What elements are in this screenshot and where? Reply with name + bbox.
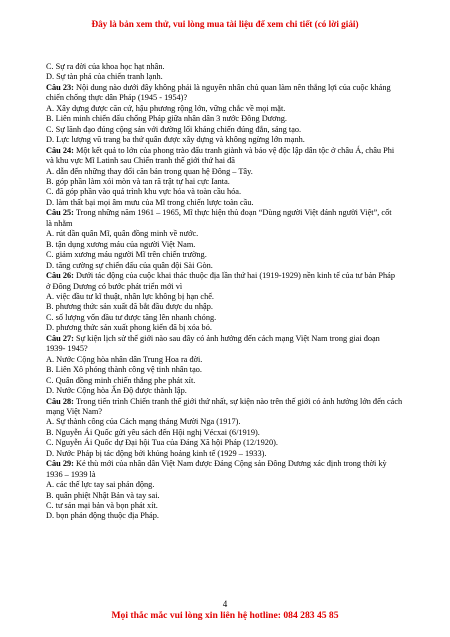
- line-text: B. phương thức sản xuất đã bắt đầu được du nhập.: [46, 302, 213, 312]
- text-line: [46, 438, 408, 448]
- question-line: [46, 334, 408, 344]
- text-line: [46, 323, 408, 333]
- text-line: [46, 135, 408, 145]
- text-line: [46, 491, 408, 501]
- question-number: Câu 28:: [46, 396, 74, 406]
- line-text: D. phương thức sản xuất phong kiến đã bị xóa bỏ.: [46, 323, 212, 333]
- text-line: [46, 250, 408, 260]
- text-line: [46, 261, 408, 271]
- text-line: [46, 229, 408, 239]
- line-text: mạng Việt Nam?: [46, 406, 103, 416]
- text-line: [46, 156, 408, 166]
- line-text: là nhằm: [46, 218, 73, 228]
- line-text: B. góp phần làm xói mòn và tan rã trật tự hai cực Ianta.: [46, 176, 230, 186]
- text-line: [46, 386, 408, 396]
- question-line: [46, 146, 408, 156]
- text-line: [46, 93, 408, 103]
- line-text: D. tăng cường sự chiến đấu của quân đội Sài Gòn.: [46, 260, 213, 270]
- line-text: A. Sự thành công của Cách mạng tháng Mười Nga (1917).: [46, 417, 241, 427]
- line-text: A. dẫn đến những thay đổi căn bản trong quan hệ Đông – Tây.: [46, 166, 253, 176]
- text-line: [46, 511, 408, 521]
- text-line: [46, 72, 408, 82]
- text-line: [46, 313, 408, 323]
- line-text: chiến chống thực dân Pháp (1945 - 1954)?: [46, 93, 188, 103]
- text-line: [46, 104, 408, 114]
- question-number: Câu 23:: [46, 82, 74, 92]
- text-line: [46, 344, 408, 354]
- line-text: D. Nước Pháp bị tác động bởi khủng hoảng kinh tế (1929 – 1933).: [46, 448, 267, 458]
- question-number: Câu 27:: [46, 333, 74, 343]
- line-text: D. Sự tàn phá của chiến tranh lạnh.: [46, 72, 163, 82]
- question-number: Câu 24:: [46, 145, 74, 155]
- text-line: [46, 198, 408, 208]
- question-line: [46, 271, 408, 281]
- question-line: [46, 208, 408, 218]
- line-text: ở Đông Dương có bước phát triển mới vì: [46, 281, 183, 291]
- question-number: Câu 29:: [46, 459, 74, 469]
- question-line: [46, 83, 408, 93]
- text-line: [46, 167, 408, 177]
- line-text: 1936 – 1939 là: [46, 469, 96, 479]
- text-line: [46, 240, 408, 250]
- line-text: D. làm thất bại mọi âm mưu của Mĩ trong chiến lược toàn cầu.: [46, 197, 254, 207]
- line-text: C. Sự lãnh đạo đúng cộng sản với đường lối kháng chiến đúng đắn, sáng tạo.: [46, 124, 302, 134]
- line-text: A. Nước Cộng hòa nhân dân Trung Hoa ra đời.: [46, 354, 203, 364]
- text-line: [46, 125, 408, 135]
- hotline-footer: Mọi thắc mắc vui lòng xin liên hệ hotline: 084 283 45 85: [111, 610, 339, 621]
- text-line: [46, 428, 408, 438]
- line-text: B. Liên minh chiến đấu chống Pháp giữa nhân dân 3 nước Đông Dương.: [46, 114, 287, 124]
- text-line: [46, 187, 408, 197]
- line-text: Trong những năm 1961 – 1965, Mĩ thực hiện thủ đoạn “Dùng người Việt đánh người Việt”, cốt: [73, 208, 392, 218]
- text-line: [46, 282, 408, 292]
- line-text: Dưới tác động của cuộc khai thác thuộc địa lần thứ hai (1919-1929) nền kinh tế của tư bản Pháp: [73, 271, 395, 281]
- preview-header: Đây là bản xem thử, vui lòng mua tài liệu để xem chi tiết (có lời giải): [91, 19, 359, 29]
- line-text: C. Sự ra đời của khoa học hạt nhân.: [46, 62, 165, 71]
- line-text: D. Lực lượng vũ trang ba thứ quân được xây dựng và không ngừng lớn mạnh.: [46, 135, 305, 145]
- question-number: Câu 25:: [46, 208, 74, 218]
- line-text: A. các thế lực tay sai phản động.: [46, 480, 155, 490]
- line-text: B. quân phiệt Nhật Bản và tay sai.: [46, 490, 160, 500]
- text-line: [46, 302, 408, 312]
- line-text: D. bọn phản động thuộc địa Pháp.: [46, 511, 159, 521]
- text-line: [46, 177, 408, 187]
- line-text: A. việc đầu tư kĩ thuật, nhân lực không bị hạn chế.: [46, 291, 214, 301]
- text-line: [46, 376, 408, 386]
- line-text: Nội dung nào dưới đây không phải là nguyên nhân chủ quan làm nên thắng lợi của cuộc kháng: [73, 82, 391, 92]
- line-text: B. Nguyễn Ái Quốc gửi yêu sách đến Hội nghị Vécxai (6/1919).: [46, 427, 260, 437]
- text-line: [46, 449, 408, 459]
- line-text: C. Nguyễn Ái Quốc dự Đại hội Tua của Đảng Xã hội Pháp (12/1920).: [46, 438, 278, 448]
- line-text: Sự kiện lịch sử thế giới nào sau đây có ảnh hưởng đến cách mạng Việt Nam trong giai đoạn: [73, 333, 380, 343]
- text-line: [46, 292, 408, 302]
- line-text: A. Xây dựng được căn cứ, hậu phương rộng lớn, vững chắc về mọi mặt.: [46, 103, 286, 113]
- line-text: Trong tiến trình Chiến tranh thế giới thứ nhất, sự kiện nào trên thế giới có ảnh hưởng lớn đến cách: [73, 396, 403, 406]
- line-text: D. Nước Cộng hòa Ấn Độ được thành lập.: [46, 386, 187, 396]
- text-line: [46, 219, 408, 229]
- page-number: 4: [222, 599, 228, 609]
- line-text: B. Liên Xô phóng thành công vệ tinh nhân tạo.: [46, 365, 202, 375]
- line-text: B. tận dụng xương máu của người Việt Nam.: [46, 239, 196, 249]
- line-text: A. rút dần quân Mĩ, quân đồng minh về nước.: [46, 229, 199, 239]
- text-line: [46, 365, 408, 375]
- text-line: [46, 480, 408, 490]
- text-line: [46, 407, 408, 417]
- question-line: [46, 397, 408, 407]
- line-text: C. số lượng vốn đầu tư được tăng lên nhanh chóng.: [46, 312, 217, 322]
- text-line: [46, 470, 408, 480]
- text-line: [46, 114, 408, 124]
- line-text: 1939- 1945?: [46, 344, 88, 354]
- question-number: Câu 26:: [46, 271, 74, 281]
- line-text: Kẻ thù mới của nhân dân Việt Nam được Đảng Cộng sản Đông Dương xác định trong thời kỳ: [73, 459, 387, 469]
- text-line: [46, 417, 408, 427]
- text-line: [46, 62, 408, 72]
- text-line: [46, 355, 408, 365]
- question-line: [46, 459, 408, 469]
- line-text: C. giảm xương máu người Mĩ trên chiến trường.: [46, 250, 207, 260]
- line-text: C. tư sản mại bản và bọn phát xít.: [46, 501, 158, 511]
- line-text: Một kết quả to lớn của phong trào đấu tranh giành và bảo vệ độc lập dân tộc ở châu Á, châu Phi: [73, 145, 395, 155]
- document-body: [46, 62, 408, 522]
- line-text: và khu vực Mĩ Latinh sau Chiến tranh thế giới thứ hai đã: [46, 156, 235, 166]
- line-text: C. Quân đồng minh chiến thắng phe phát xít.: [46, 375, 196, 385]
- line-text: C. đã góp phần vào quá trình khu vực hóa và toàn cầu hóa.: [46, 187, 242, 197]
- text-line: [46, 501, 408, 511]
